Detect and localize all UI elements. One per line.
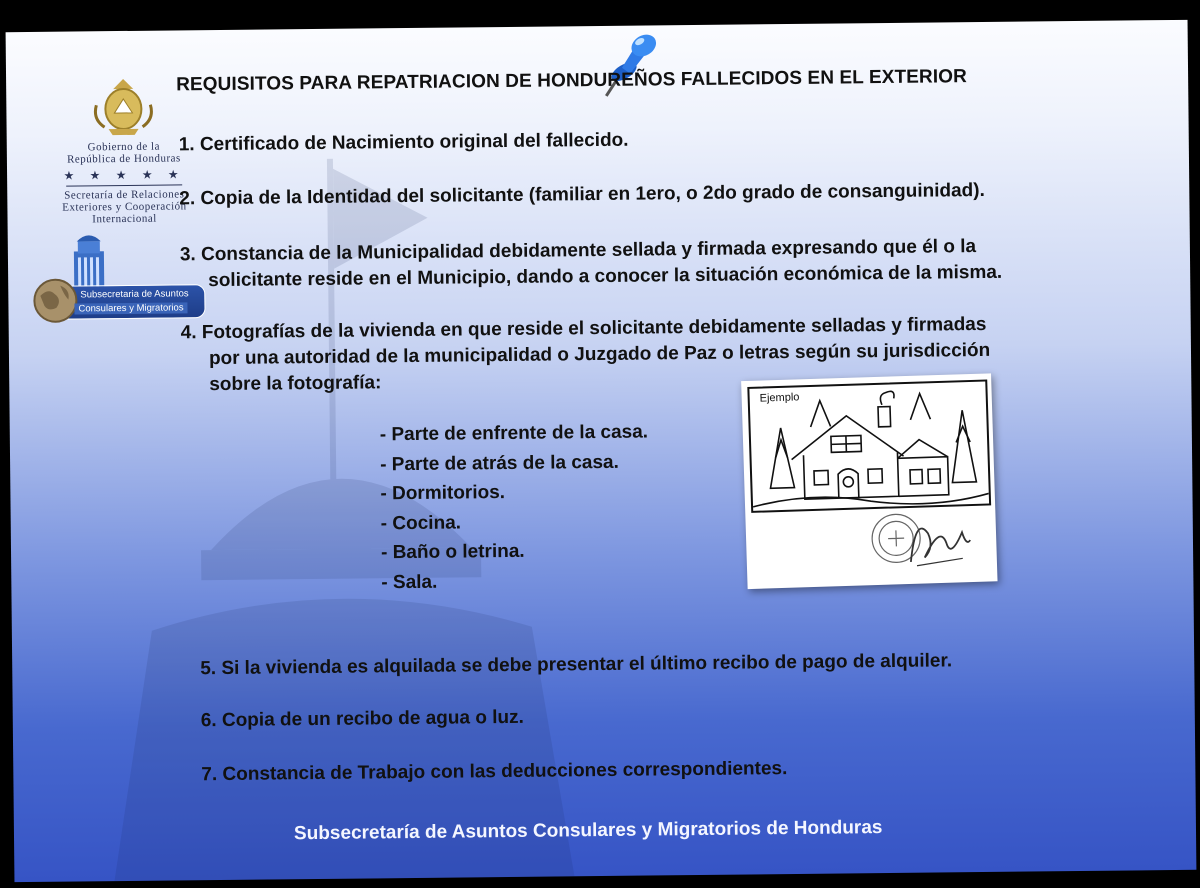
subsecretaria-label-line2: Consulares y Migratorios (74, 302, 187, 314)
requirement-3 (180, 234, 1003, 295)
list-item: - Parte de atrás de la casa. (380, 451, 619, 475)
secretaria-line2: Exteriores y Cooperación (62, 200, 187, 214)
subsecretaria-label-line1: Subsecretaria de Asuntos (80, 288, 189, 301)
requirement-6-text: 6. Copia de un recibo de agua o luz. (200, 706, 524, 732)
requirement-7-text: 7. Constancia de Trabajo con las deducciones correspondientes. (201, 758, 788, 786)
stamp-signature-icon (865, 502, 977, 579)
requirement-1 (179, 128, 629, 159)
example-photo (741, 373, 997, 589)
list-item: - Baño o letrina. (380, 540, 525, 564)
list-item: - Parte de enfrente de la casa. (379, 421, 649, 446)
requirement-3-line2: solicitante reside en el Municipio, dando a conocer la situación económica de la misma. (208, 261, 1003, 292)
list-item: - Cocina. (380, 511, 462, 534)
photo-items-list (380, 418, 650, 598)
requirement-5-text: 5. Si la vivienda es alquilada se debe presentar el último recibo de pago de alquiler. (200, 650, 953, 680)
requirement-2-text: 2. Copia de la Identidad del solicitante (familiar en 1ero, o 2do grado de consanguinidad). (179, 179, 985, 210)
requirement-4-line3: sobre la fotografía: (209, 372, 382, 396)
document-title: REQUISITOS PARA REPATRIACION DE HONDUREÑOS FALLECIDOS EN EL EXTERIOR (176, 66, 968, 96)
secretaria-line1: Secretaría de Relaciones (64, 188, 185, 202)
document-card (6, 20, 1197, 882)
footer-text: Subsecretaría de Asuntos Consulares y Migratorios de Honduras (293, 817, 883, 845)
example-frame (747, 379, 991, 512)
requirement-3-line1: 3. Constancia de la Municipalidad debidamente sellada y firmada expresando que él o la (179, 236, 977, 266)
requirements-content (6, 20, 1197, 882)
requirement-4-line1: 4. Fotografías de la vivienda en que reside el solicitante debidamente selladas y firmadas (180, 313, 987, 344)
secretaria-line3: Internacional (92, 212, 157, 226)
list-item: - Sala. (381, 571, 438, 593)
requirement-4-line2: por una autoridad de la municipalidad o Juzgado de Paz o letras según su jurisdicción (208, 339, 991, 370)
requirement-5 (200, 648, 952, 682)
gov-name-line1: Gobierno de la (87, 140, 161, 154)
requirement-2 (179, 178, 985, 212)
requirement-7 (201, 756, 787, 788)
gov-name-line2: República de Honduras (66, 152, 181, 166)
requirement-6 (201, 705, 524, 734)
example-label: Ejemplo (759, 391, 800, 405)
requirement-1-text: 1. Certificado de Nacimiento original del fallecido. (178, 129, 629, 156)
stars-icon: ★ ★ ★ ★ ★ (63, 167, 185, 183)
list-item: - Dormitorios. (380, 482, 506, 505)
